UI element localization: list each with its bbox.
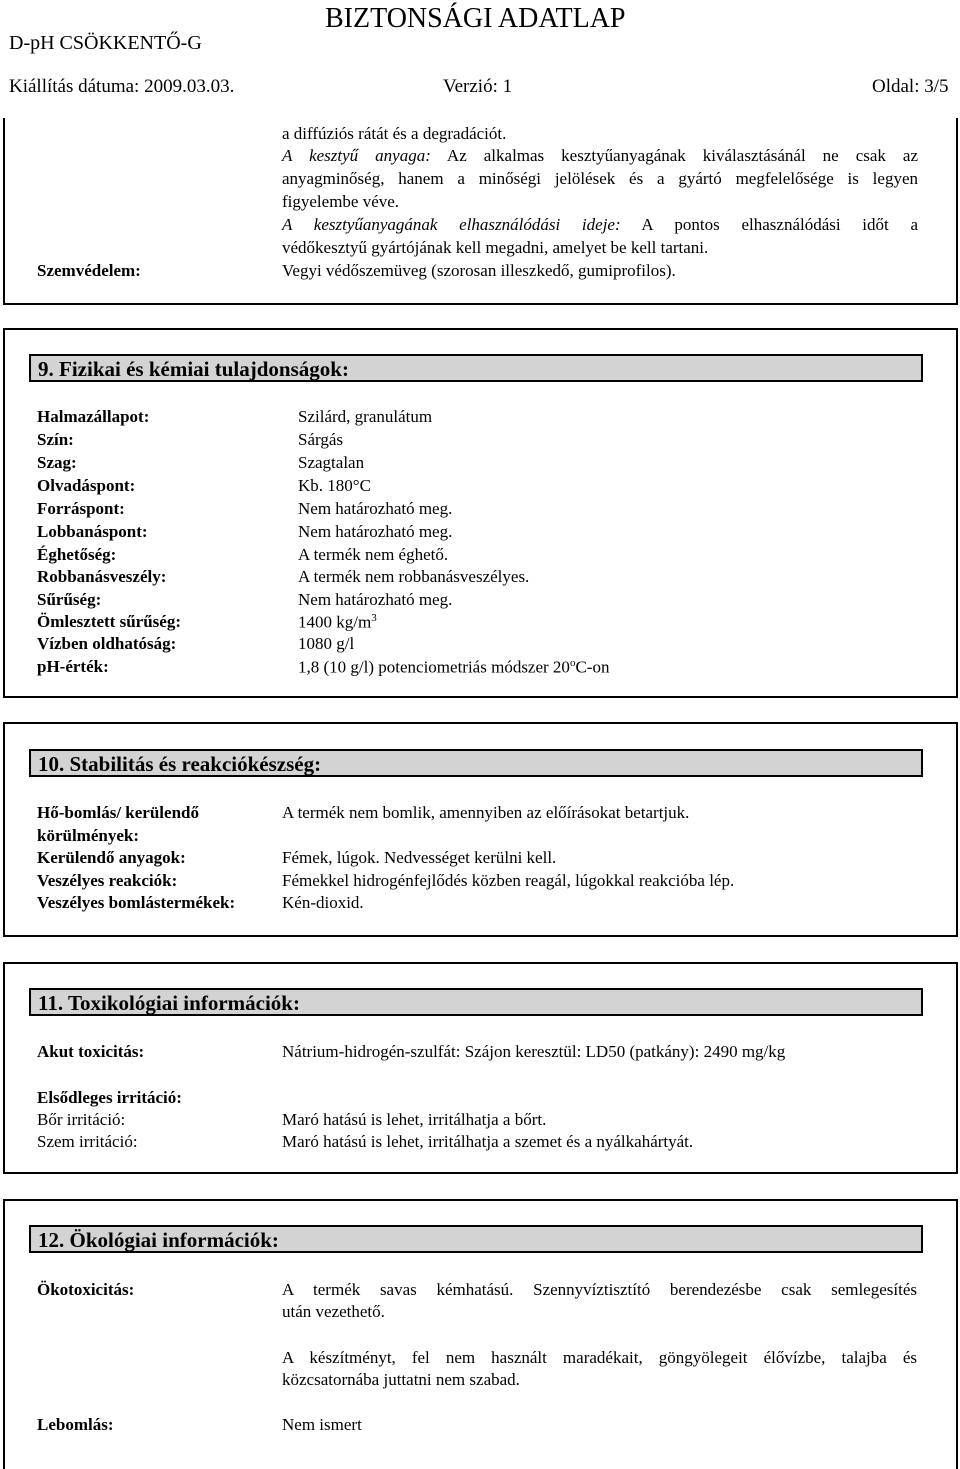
heat-decomp-label: Hő-bomlás/ kerülendő (37, 803, 199, 822)
ecotoxicity-label: Ökotoxicitás: (37, 1280, 135, 1299)
prop-label: Szín: (37, 430, 74, 449)
bulk-density-exponent: 3 (371, 612, 377, 624)
version: Verzió: 1 (443, 76, 513, 97)
ph-unit: C-on (575, 657, 610, 677)
bulk-density-number: 1400 kg/m (298, 612, 372, 632)
prop-value: Sárgás (298, 430, 344, 449)
glove-wear-text2: védőkesztyű gyártójának kell megadni, amelyet be kell tartani. (282, 238, 709, 257)
company-name: D-pH CSÖKKENTŐ-G (9, 32, 202, 54)
skin-irritation-label: Bőr irritáció: (37, 1110, 126, 1129)
ecotoxicity-line2: után vezethető. (282, 1302, 385, 1321)
prop-label: Szag: (37, 453, 77, 472)
bulk-density-label: Ömlesztett sűrűség: (37, 612, 181, 631)
acute-toxicity-label: Akut toxicitás: (37, 1042, 145, 1061)
prop-label: Robbanásveszély: (37, 567, 167, 586)
prop-value: Kb. 180°C (298, 476, 371, 495)
prop-value: A termék nem éghető. (298, 545, 449, 564)
prop-label: Forráspont: (37, 499, 125, 518)
ecotoxicity-line1: A termék savas kémhatású. Szennyvíztisztító berendezésbe csak semlegesítés (282, 1280, 917, 1299)
glove-material-text3: figyelembe véve. (282, 192, 400, 211)
glove-material-text2: anyagminőség, hanem a minőségi jelölések és a gyártó megfelelősége is legyen (282, 169, 918, 188)
disposal-line2: közcsatornába juttatni nem szabad. (282, 1370, 520, 1389)
prop-label: Halmazállapot: (37, 407, 150, 426)
ph-value (298, 657, 609, 678)
bulk-density-value (298, 612, 377, 633)
acute-toxicity-value: Nátrium-hidrogén-szulfát: Szájon keresztül: LD50 (patkány): 2490 mg/kg (282, 1042, 786, 1061)
diffusion-text: a diffúziós rátát és a degradációt. (282, 124, 507, 143)
ph-degree: o (569, 657, 576, 669)
avoid-materials-label: Kerülendő anyagok: (37, 848, 186, 867)
heat-decomp-value: A termék nem bomlik, amennyiben az előírásokat betartjuk. (282, 803, 690, 822)
decomposition-products-value: Kén-dioxid. (282, 893, 364, 912)
ph-label: pH-érték: (37, 657, 109, 676)
eye-protection-label: Szemvédelem: (37, 261, 141, 280)
primary-irritation-label: Elsődleges irritáció: (37, 1088, 182, 1107)
solubility-value: 1080 g/l (298, 634, 355, 653)
eye-irritation-label: Szem irritáció: (37, 1132, 138, 1151)
hazardous-reactions-value: Fémekkel hidrogénfejlődés közben reagál, lúgokkal reakcióba lép. (282, 871, 735, 890)
section9-header (29, 354, 923, 382)
heat-decomp-label-2: körülmények: (37, 826, 139, 845)
prop-value: Nem határozható meg. (298, 499, 453, 518)
prop-value: Szagtalan (298, 453, 365, 472)
decomposition-products-label: Veszélyes bomlástermékek: (37, 893, 236, 912)
eye-irritation-value: Maró hatású is lehet, irritálhatja a szemet és a nyálkahártyát. (282, 1132, 694, 1151)
section10-title: 10. Stabilitás és reakciókészség: (38, 752, 322, 776)
solubility-label: Vízben oldhatóság: (37, 634, 177, 653)
hazardous-reactions-label: Veszélyes reakciók: (37, 871, 178, 890)
prop-value: Nem határozható meg. (298, 590, 453, 609)
glove-wear-label: A kesztyűanyagának elhasználódási ideje: (282, 215, 621, 234)
issue-date: Kiállítás dátuma: 2009.03.03. (9, 76, 235, 97)
prop-label: Olvadáspont: (37, 476, 136, 495)
section10-header (29, 749, 923, 777)
disposal-line1: A készítményt, fel nem használt maradékait, göngyölegeit élővízbe, talajba és (282, 1348, 917, 1367)
section11-title: 11. Toxikológiai információk: (38, 991, 300, 1015)
glove-wear-paragraph (282, 215, 918, 235)
prop-value: Szilárd, granulátum (298, 407, 433, 426)
prop-value: A termék nem robbanásveszélyes. (298, 567, 530, 586)
glove-material-label: A kesztyű anyaga: (282, 146, 431, 165)
section12-header (29, 1225, 923, 1253)
prop-label: Lobbanáspont: (37, 522, 148, 541)
degradation-label: Lebomlás: (37, 1415, 114, 1434)
section9-title: 9. Fizikai és kémiai tulajdonságok: (38, 357, 349, 381)
avoid-materials-value: Fémek, lúgok. Nedvességet kerülni kell. (282, 848, 557, 867)
ph-text: 1,8 (10 g/l) potenciometriás módszer 20 (298, 657, 570, 677)
degradation-value: Nem ismert (282, 1415, 362, 1434)
page-number: Oldal: 3/5 (872, 76, 949, 97)
eye-protection-value: Vegyi védőszemüveg (szorosan illeszkedő, gumiprofilos). (282, 261, 676, 280)
document-title: BIZTONSÁGI ADATLAP (325, 3, 626, 34)
prop-label: Éghetőség: (37, 545, 117, 564)
prop-label: Sűrűség: (37, 590, 102, 609)
glove-material-paragraph (282, 146, 918, 166)
glove-wear-text1: A pontos elhasználódási időt a (620, 215, 918, 234)
section11-header (29, 988, 923, 1016)
skin-irritation-value: Maró hatású is lehet, irritálhatja a bőrt. (282, 1110, 547, 1129)
section12-title: 12. Ökológiai információk: (38, 1228, 279, 1252)
prop-value: Nem határozható meg. (298, 522, 453, 541)
glove-material-text1: Az alkalmas kesztyűanyagának kiválasztásánál ne csak az (430, 146, 919, 165)
